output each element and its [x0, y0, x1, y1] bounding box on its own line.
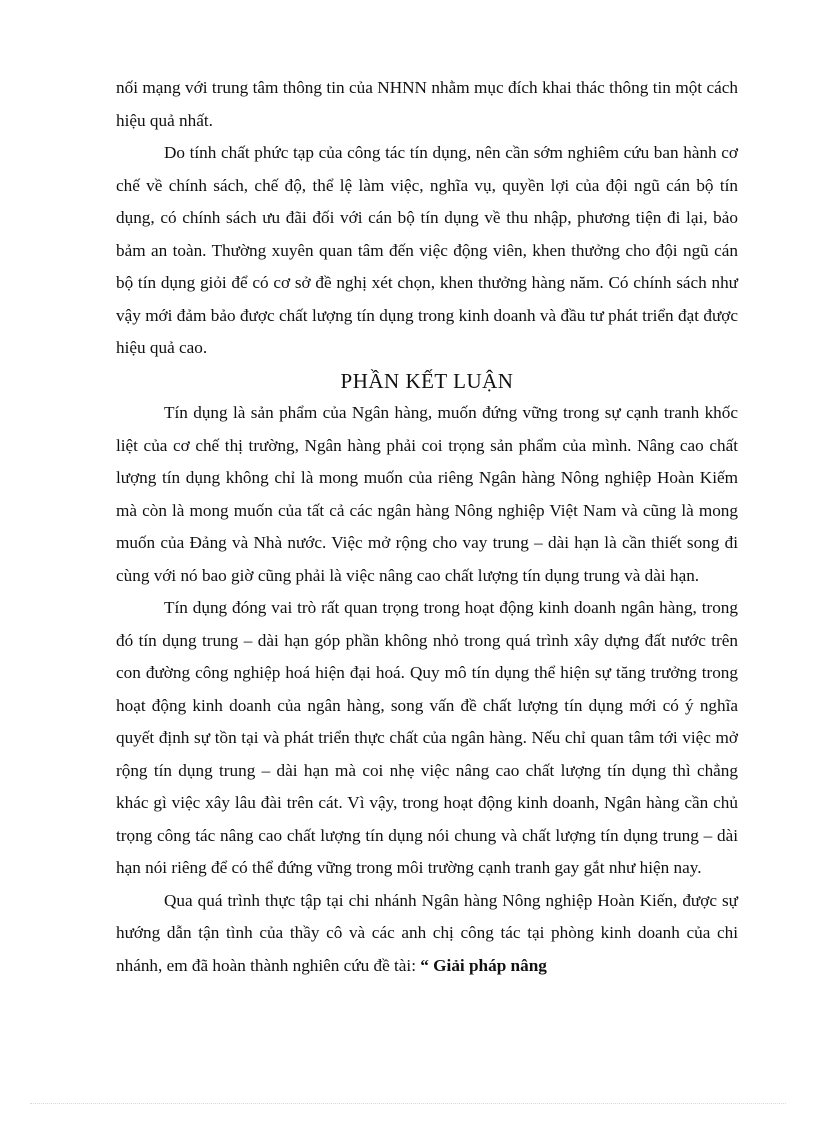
page-bottom-border — [30, 1103, 786, 1104]
paragraph-conclusion-2: Tín dụng đóng vai trò rất quan trọng trong hoạt động kinh doanh ngân hàng, trong đó tín dụng trung – dài hạn góp phần không nhỏ trong quá trình xây dựng đất nước trên con đường công nghiệp hoá hiện đại hoá. Quy mô tín dụng thể hiện sự tăng trưởng trong hoạt động kinh doanh của ngân hàng, song vấn đề chất lượng tín dụng mới có ý nghĩa quyết định sự tồn tại và phát triển thực chất của ngân hàng. Nếu chỉ quan tâm tới việc mở rộng tín dụng trung – dài hạn mà coi nhẹ việc nâng cao chất lượng tín dụng thì chẳng khác gì việc xây lâu đài trên cát. Vì vậy, trong hoạt động kinh doanh, Ngân hàng cần chủ trọng công tác nâng cao chất lượng tín dụng nói chung và chất lượng tín dụng trung – dài hạn nói riêng để có thể đứng vững trong môi trường cạnh tranh gay gắt như hiện nay. — [116, 598, 738, 877]
paragraph-policy: Do tính chất phức tạp của công tác tín dụng, nên cần sớm nghiêm cứu ban hành cơ chế về chính sách, chế độ, thể lệ làm việc, nghĩa vụ, quyền lợi của đội ngũ cán bộ tín dụng, có chính sách ưu đãi đối với cán bộ tín dụng về thu nhập, phương tiện đi lại, bảo bảm an toàn. Thường xuyên quan tâm đến việc động viên, khen thưởng cho đội ngũ cán bộ tín dụng giỏi để có cơ sở đề nghị xét chọn, khen thưởng hàng năm. Có chính sách như vậy mới đảm bảo được chất lượng tín dụng trong kinh doanh và đầu tư phát triển đạt được hiệu quả cao. — [116, 143, 738, 357]
section-heading: PHẦN KẾT LUẬN — [340, 368, 514, 393]
thesis-title-start: “ Giải pháp nâng — [420, 955, 547, 975]
paragraph-conclusion-3 — [116, 885, 738, 983]
paragraph-conclusion-3-text: Qua quá trình thực tập tại chi nhánh Ngân hàng Nông nghiệp Hoàn Kiến, được sự hướng dẫn tận tình của thầy cô và các anh chị công tác tại phòng kinh doanh của chi nhánh, em đã hoàn thành nghiên cứu đề tài: — [116, 890, 738, 975]
paragraph-continuation: nối mạng với trung tâm thông tin của NHNN nhằm mục đích khai thác thông tin một cách hiệu quả nhất. — [116, 78, 738, 130]
document-body — [116, 72, 738, 982]
paragraph-conclusion-1: Tín dụng là sản phẩm của Ngân hàng, muốn đứng vững trong sự cạnh tranh khốc liệt của cơ chế thị trường, Ngân hàng phải coi trọng sản phẩm của mình. Nâng cao chất lượng tín dụng không chỉ là mong muốn của riêng Ngân hàng Nông nghiệp Hoàn Kiếm mà còn là mong muốn của tất cả các ngân hàng Nông nghiệp Việt Nam và cũng là mong muốn của Đảng và Nhà nước. Việc mở rộng cho vay trung – dài hạn là cần thiết song đi cùng với nó bao giờ cũng phải là việc nâng cao chất lượng tín dụng trung và dài hạn. — [116, 403, 738, 585]
